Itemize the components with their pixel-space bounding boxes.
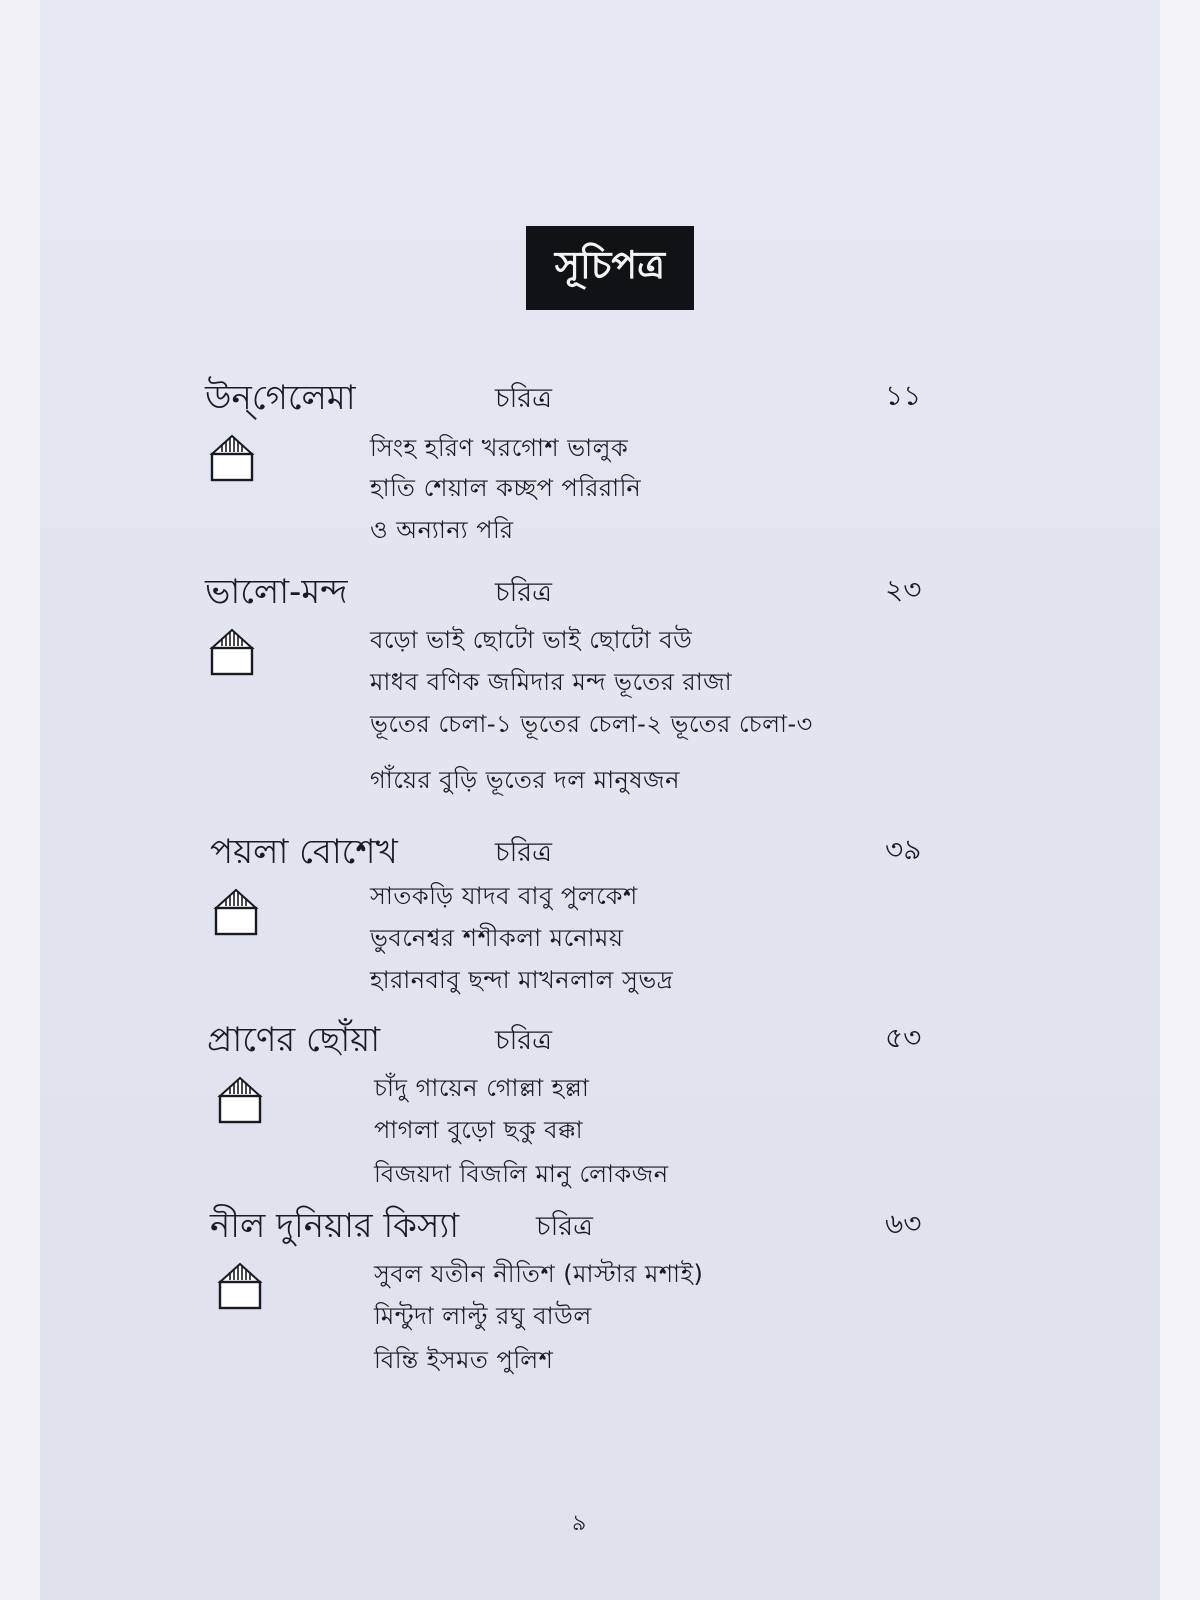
page-number: ৩৯	[885, 833, 922, 866]
page-margin-right	[1160, 0, 1200, 1600]
character-line: মাধব বণিক জমিদার মন্দ ভূতের রাজা	[370, 668, 733, 696]
page-number: ৬৩	[885, 1207, 922, 1240]
character-line: সিংহ হরিণ খরগোশ ভালুক	[370, 434, 629, 462]
characters-label: চরিত্র	[495, 837, 552, 868]
character-line: মিন্টুদা লাল্টু রঘু বাউল	[374, 1302, 592, 1330]
characters-label: চরিত্র	[536, 1211, 593, 1242]
play-title: প্রাণের ছোঁয়া	[207, 1020, 381, 1060]
characters-label: চরিত্র	[495, 383, 552, 414]
stage-icon	[208, 432, 256, 482]
play-title: পয়লা বোশেখ	[210, 832, 398, 872]
character-line: সুবল যতীন নীতিশ (মাস্টার মশাই)	[374, 1260, 704, 1288]
stage-icon	[216, 1074, 264, 1124]
character-line: ও অন্যান্য পরি	[370, 516, 514, 544]
stage-icon	[212, 886, 260, 936]
character-line: গাঁয়ের বুড়ি ভূতের দল মানুষজন	[370, 766, 680, 794]
character-line: বিন্তি ইসমত পুলিশ	[374, 1346, 554, 1374]
contents-heading-text: সূচিপত্র	[554, 243, 666, 287]
contents-heading	[526, 226, 694, 310]
character-line: বিজয়দা বিজলি মানু লোকজন	[374, 1160, 669, 1188]
characters-label: চরিত্র	[495, 577, 552, 608]
character-line: হারানবাবু ছন্দা মাখনলাল সুভদ্র	[370, 966, 674, 994]
play-title: উন্‌গেলেমা	[205, 378, 356, 418]
book-page	[40, 0, 1160, 1600]
characters-label: চরিত্র	[495, 1025, 552, 1056]
page-number: ১১	[885, 379, 922, 412]
character-line: সাতকড়ি যাদব বাবু পুলকেশ	[370, 882, 638, 910]
character-line: পাগলা বুড়ো ছকু বক্কা	[374, 1116, 584, 1144]
character-line: ভুবনেশ্বর শশীকলা মনোময়	[370, 924, 624, 952]
character-line: বড়ো ভাই ছোটো ভাই ছোটো বউ	[370, 626, 693, 654]
play-title: ভালো-মন্দ	[205, 572, 348, 612]
character-line: হাতি শেয়াল কচ্ছপ পরিরানি	[370, 474, 642, 502]
page-margin-left	[0, 0, 40, 1600]
character-line: চাঁদু গায়েন গোল্লা হল্লা	[374, 1074, 590, 1102]
stage-icon	[208, 626, 256, 676]
character-line: ভূতের চেলা-১ ভূতের চেলা-২ ভূতের চেলা-৩	[370, 710, 813, 738]
page-folio: ৯	[572, 1511, 587, 1536]
stage-icon	[216, 1260, 264, 1310]
page-number: ২৩	[885, 573, 922, 606]
page-number: ৫৩	[885, 1021, 922, 1054]
play-title: নীল দুনিয়ার কিস্যা	[210, 1206, 460, 1246]
